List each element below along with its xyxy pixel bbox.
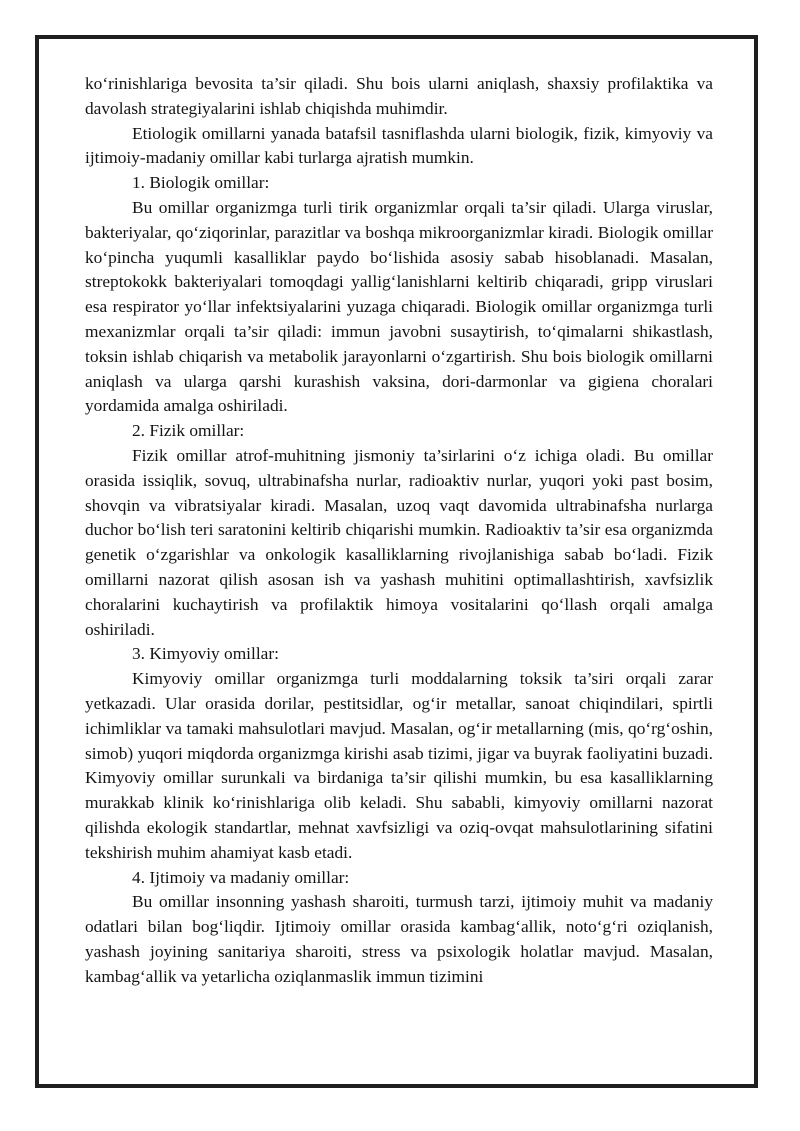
heading-physical-factors: 2. Fizik omillar: [132,421,245,441]
paragraph-continuation: ko‘rinishlariga bevosita ta’sir qiladi. Shu bois ularni aniqlash, shaxsiy profilaktika va davolash strategiyalarini ishlab chiqishda muhimdir. [85,74,713,118]
paragraph-biological-factors: Bu omillar organizmga turli tirik organizmlar orqali ta’sir qiladi. Ularga viruslar, bakteriyalar, qo‘ziqorinlar, parazitlar va boshqa mikroorganizmlar kiradi. Biologik omillar ko‘pincha yuqumli kasalliklar paydo bo‘lishida asosiy sabab hisoblanadi. Masalan, streptokokk bakteriyalari tomoqdagi yallig‘lanishlarni keltirib chiqaradi, gripp viruslari esa respirator yo‘llar infektsiyalarini yuzaga chiqaradi. Biologik omillar organizmga turli mexanizmlar orqali ta’sir qiladi: immun javobni susaytirish, to‘qimalarni shikastlash, toksin ishlab chiqarish va metabolik jarayonlarni o‘zgartirish. Shu bois biologik omillarni aniqlash va ularga qarshi kurashish vaksina, dori-darmonlar va gigiena choralari yordamida amalga oshiriladi. [85,197,713,416]
heading-biological-factors: 1. Biologik omillar: [132,173,270,193]
heading-social-cultural-factors: 4. Ijtimoiy va madaniy omillar: [132,867,350,887]
paragraph-chemical-factors: Kimyoviy omillar organizmga turli moddalarning toksik ta’siri orqali zarar yetkazadi. Ular orasida dorilar, pestitsidlar, og‘ir metallar, sanoat chiqindilari, spirtli ichimliklar va tamaki mahsulotlari mavjud. Masalan, og‘ir metallarning (mis, qo‘rg‘oshin, simob) yuqori miqdorda organizmga kirishi asab tizimi, jigar va buyrak faoliyatini buzadi. Kimyoviy omillar surunkali va birdaniga ta’sir qilishi mumkin, bu esa kasalliklarning murakkab klinik ko‘rinishlariga olib keladi. Shu sababli, kimyoviy omillarni nazorat qilishda ekologik standartlar, mehnat xavfsizligi va oziq-ovqat mahsulotlarining sifatini tekshirish muhim ahamiyat kasb etadi. [85,669,713,862]
paragraph-physical-factors: Fizik omillar atrof-muhitning jismoniy ta’sirlarini o‘z ichiga oladi. Bu omillar orasida issiqlik, sovuq, ultrabinafsha nurlar, radioaktiv nurlar, yuqori yoki past bosim, shovqin va vibratsiyalar kiradi. Masalan, uzoq vaqt davomida ultrabinafsha nurlarga duchor bo‘lish teri saratonini keltirib chiqarishi mumkin. Radioaktiv ta’sir esa organizmda genetik o‘zgarishlar va onkologik kasalliklarning rivojlanishiga sabab bo‘ladi. Fizik omillarni nazorat qilish asosan ish va yashash muhitini optimallashtirish, xavfsizlik choralarini kuchaytirish va profilaktik himoya vositalarini qo‘llash orqali amalga oshiriladi. [85,445,713,639]
paragraph-classification-intro: Etiologik omillarni yanada batafsil tasniflashda ularni biologik, fizik, kimyoviy va ijtimoiy-madaniy omillar kabi turlarga ajratish mumkin. [85,123,713,168]
heading-chemical-factors: 3. Kimyoviy omillar: [132,644,279,664]
document-body [85,72,713,989]
paragraph-social-cultural-factors: Bu omillar insonning yashash sharoiti, turmush tarzi, ijtimoiy muhit va madaniy odatlari bilan bog‘liqdir. Ijtimoiy omillar orasida kambag‘allik, noto‘g‘ri oziqlanish, yashash joyining sanitariya sharoiti, stress va psixologik holatlar mavjud. Masalan, kambag‘allik va yetarlicha oziqlanmaslik immun tizimini [85,892,713,986]
